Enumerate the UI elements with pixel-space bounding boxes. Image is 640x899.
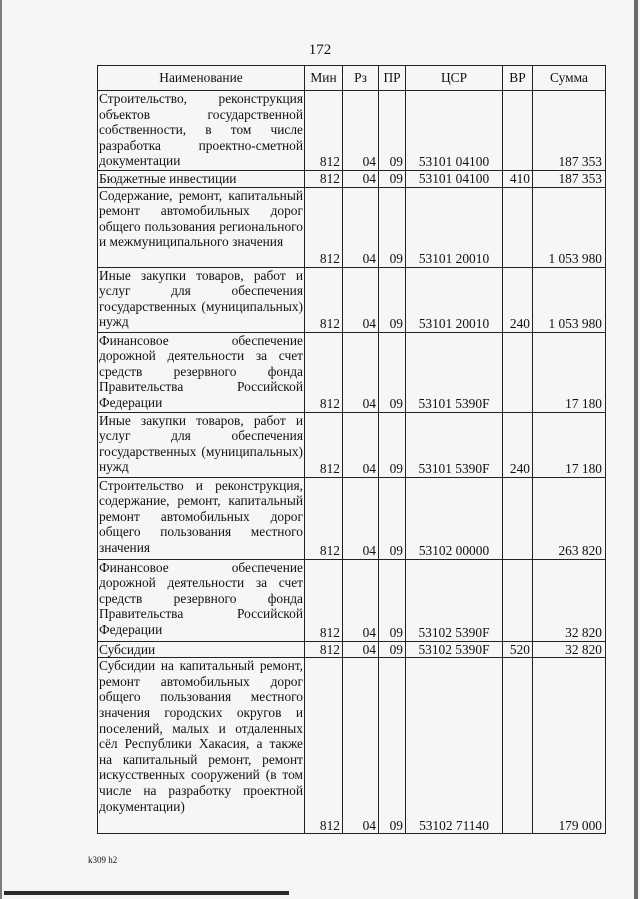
cell-sum: 1 053 980: [533, 187, 606, 267]
cell-name: Содержание, ремонт, капитальный ремонт автомобильных дорог общего пользования регионального и межмуниципального значения: [98, 187, 305, 267]
cell-name: Субсидии на капитальный ремонт, ремонт автомобильных дорог общего пользования местного значения городских округов и поселений, малых и отдаленных сёл Республики Хакасия, а также на капитальный ремонт, ремонт искусственных сооружений (в том числе на разработку проектной документации): [98, 658, 305, 834]
cell-pr: 09: [379, 187, 406, 267]
cell-pr: 09: [379, 477, 406, 559]
cell-pr: 09: [379, 91, 406, 171]
cell-pr: 09: [379, 658, 406, 834]
cell-sum: 32 820: [533, 559, 606, 641]
cell-vr: [503, 559, 533, 641]
cell-min: 812: [305, 559, 343, 641]
cell-name: Финансовое обеспечение дорожной деятельности за счет средств резервного фонда Правительства Российской Федерации: [98, 332, 305, 412]
scan-right-edge: [634, 0, 638, 899]
cell-min: 812: [305, 658, 343, 834]
footer-code: k309 h2: [88, 855, 118, 865]
cell-min: 812: [305, 267, 343, 332]
table-row: [98, 412, 606, 477]
header-csr: ЦСР: [406, 66, 503, 91]
table-row: [98, 658, 606, 834]
cell-csr: 53101 04100: [406, 91, 503, 171]
header-min: Мин: [305, 66, 343, 91]
scan-bottom-edge: [4, 891, 289, 895]
cell-name: Финансовое обеспечение дорожной деятельности за счет средств резервного фонда Правительства Российской Федерации: [98, 559, 305, 641]
cell-min: 812: [305, 171, 343, 188]
table-row: [98, 267, 606, 332]
cell-vr: 520: [503, 641, 533, 658]
cell-pr: 09: [379, 332, 406, 412]
table-row: [98, 559, 606, 641]
cell-vr: 240: [503, 267, 533, 332]
cell-sum: 1 053 980: [533, 267, 606, 332]
cell-sum: 179 000: [533, 658, 606, 834]
header-name: Наименование: [98, 66, 305, 91]
cell-csr: 53101 20010: [406, 267, 503, 332]
cell-vr: [503, 658, 533, 834]
scan-left-edge: [0, 0, 2, 899]
cell-rz: 04: [343, 641, 379, 658]
cell-csr: 53101 04100: [406, 171, 503, 188]
cell-name: Строительство, реконструкция объектов государственной собственности, в том числе разработка проектно-сметной документации: [98, 91, 305, 171]
table-row: [98, 641, 606, 658]
cell-sum: 263 820: [533, 477, 606, 559]
cell-name: Бюджетные инвестиции: [98, 171, 305, 188]
header-sum: Сумма: [533, 66, 606, 91]
cell-vr: 410: [503, 171, 533, 188]
cell-rz: 04: [343, 267, 379, 332]
table-row: [98, 91, 606, 171]
cell-vr: [503, 477, 533, 559]
cell-vr: 240: [503, 412, 533, 477]
cell-rz: 04: [343, 412, 379, 477]
cell-sum: 32 820: [533, 641, 606, 658]
cell-pr: 09: [379, 559, 406, 641]
table-header-row: [98, 66, 606, 91]
cell-rz: 04: [343, 477, 379, 559]
cell-vr: [503, 332, 533, 412]
cell-sum: 187 353: [533, 91, 606, 171]
cell-name: Строительство и реконструкция, содержание, ремонт, капитальный ремонт автомобильных дорог общего пользования местного значения: [98, 477, 305, 559]
cell-sum: 187 353: [533, 171, 606, 188]
table-row: [98, 187, 606, 267]
cell-name: Субсидии: [98, 641, 305, 658]
cell-min: 812: [305, 412, 343, 477]
cell-csr: 53102 00000: [406, 477, 503, 559]
cell-min: 812: [305, 641, 343, 658]
table-row: [98, 477, 606, 559]
cell-min: 812: [305, 332, 343, 412]
cell-sum: 17 180: [533, 412, 606, 477]
cell-sum: 17 180: [533, 332, 606, 412]
table-row: [98, 171, 606, 188]
table-row: [98, 332, 606, 412]
cell-rz: 04: [343, 187, 379, 267]
header-rz: Рз: [343, 66, 379, 91]
cell-pr: 09: [379, 171, 406, 188]
cell-min: 812: [305, 187, 343, 267]
budget-table: [97, 65, 606, 834]
cell-csr: 53102 5390F: [406, 559, 503, 641]
cell-name: Иные закупки товаров, работ и услуг для обеспечения государственных (муниципальных) нужд: [98, 412, 305, 477]
cell-vr: [503, 187, 533, 267]
cell-min: 812: [305, 477, 343, 559]
cell-rz: 04: [343, 171, 379, 188]
page-number: 172: [308, 42, 332, 58]
cell-csr: 53101 5390F: [406, 332, 503, 412]
header-vr: ВР: [503, 66, 533, 91]
cell-csr: 53101 20010: [406, 187, 503, 267]
header-pr: ПР: [379, 66, 406, 91]
cell-rz: 04: [343, 91, 379, 171]
cell-name: Иные закупки товаров, работ и услуг для обеспечения государственных (муниципальных) нужд: [98, 267, 305, 332]
cell-pr: 09: [379, 641, 406, 658]
cell-rz: 04: [343, 658, 379, 834]
cell-csr: 53102 5390F: [406, 641, 503, 658]
cell-vr: [503, 91, 533, 171]
cell-pr: 09: [379, 412, 406, 477]
cell-rz: 04: [343, 559, 379, 641]
cell-min: 812: [305, 91, 343, 171]
cell-csr: 53101 5390F: [406, 412, 503, 477]
cell-csr: 53102 71140: [406, 658, 503, 834]
cell-pr: 09: [379, 267, 406, 332]
cell-rz: 04: [343, 332, 379, 412]
